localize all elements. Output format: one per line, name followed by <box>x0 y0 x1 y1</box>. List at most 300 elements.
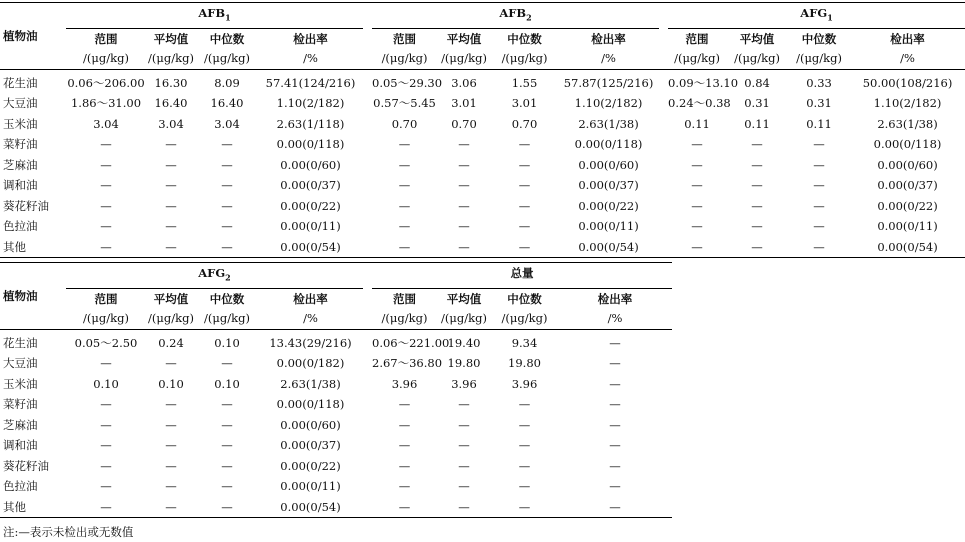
group-title-name: 总量 <box>510 266 534 280</box>
oil-name-cell: 花生油 <box>3 335 38 350</box>
group-gap <box>659 69 668 93</box>
table-cell: — <box>372 497 437 518</box>
group-gap <box>363 155 372 176</box>
column-header <box>258 28 363 69</box>
table-cell: — <box>458 178 470 193</box>
column-header-unit: /(μg/kg) <box>734 50 780 65</box>
table-cell: — <box>165 458 177 473</box>
group-title <box>372 263 672 289</box>
group-gap <box>363 374 372 395</box>
table-cell: — <box>518 458 531 473</box>
table-cell: 2.67～36.80 <box>372 356 443 371</box>
table-cell: — <box>813 137 825 152</box>
table-cell: — <box>518 137 531 152</box>
table-cell: — <box>165 178 177 193</box>
table-cell: — <box>100 198 112 213</box>
group-title <box>66 263 363 289</box>
table-cell: — <box>518 157 531 172</box>
table-cell: 1.10(2/182) <box>276 96 345 111</box>
column-header-row <box>0 28 965 69</box>
row-header-cell: 植物油 <box>0 3 66 70</box>
table-cell: 19.80 <box>508 356 541 371</box>
group-gap <box>659 93 668 114</box>
oil-name-cell: 芝麻油 <box>3 157 38 172</box>
table-cell: — <box>165 438 177 453</box>
table-cell: — <box>100 356 112 371</box>
table-cell: 0.70 <box>451 116 477 131</box>
column-header <box>437 288 491 329</box>
group-gap <box>363 476 372 497</box>
table-row <box>0 69 965 93</box>
table-cell: 0.00(0/37) <box>877 178 938 193</box>
table-cell: — <box>491 497 558 518</box>
table-cell: — <box>609 397 621 412</box>
group-gap <box>363 497 372 518</box>
table-cell: — <box>165 397 177 412</box>
column-header <box>558 288 672 329</box>
table-cell: 0.00(0/182) <box>276 356 345 371</box>
column-header-unit: /% <box>303 310 318 325</box>
column-header-label: 中位数 <box>801 31 837 46</box>
table-cell: — <box>458 219 470 234</box>
table-cell: — <box>691 219 703 234</box>
group-gap <box>659 237 668 258</box>
group-header-row <box>0 3 965 29</box>
oil-name-cell: 葵花籽油 <box>3 458 49 473</box>
table-cell: — <box>221 178 233 193</box>
table-cell: — <box>437 237 491 258</box>
table-cell: 0.00(0/60) <box>280 157 341 172</box>
column-header-label: 平均值 <box>739 31 775 46</box>
group-gap <box>659 196 668 217</box>
table-row <box>0 237 965 258</box>
table-cell: 0.00(0/22) <box>578 198 639 213</box>
table-cell: 0.31 <box>806 96 832 111</box>
table-cell: 0.06～206.00 <box>67 75 145 90</box>
table-cell: 2.63(1/38) <box>877 116 938 131</box>
oil-name-cell: 菜籽油 <box>3 137 38 152</box>
oil-name-cell: 花生油 <box>3 75 38 90</box>
table-cell: — <box>458 479 470 494</box>
table-cell: — <box>165 157 177 172</box>
table-footnote: 注:—表示未检出或无数值 <box>3 525 134 539</box>
group-gap <box>363 263 372 289</box>
table-cell: — <box>165 137 177 152</box>
table-cell: — <box>609 438 621 453</box>
table-cell: 0.11 <box>684 116 710 131</box>
column-header <box>258 288 363 329</box>
group-title-subscript: 1 <box>225 12 231 23</box>
table-cell: — <box>398 219 411 234</box>
table-cell: — <box>813 198 825 213</box>
table-cell: — <box>609 376 621 391</box>
table-cell: — <box>813 157 825 172</box>
column-header-label: 平均值 <box>153 291 189 306</box>
table-cell: — <box>437 497 491 518</box>
table-cell: 16.30 <box>154 75 188 90</box>
column-header-label: 范围 <box>94 31 118 46</box>
column-header-unit: /(μg/kg) <box>381 50 428 65</box>
column-header-unit: /(μg/kg) <box>381 310 428 325</box>
table-cell: 0.70 <box>511 116 538 131</box>
table-cell: — <box>221 198 233 213</box>
table-cell: — <box>372 237 437 258</box>
table-cell: 0.10 <box>214 335 240 350</box>
table-row <box>0 114 965 135</box>
table-cell: — <box>518 417 531 432</box>
table-cell: — <box>609 417 621 432</box>
table-cell: — <box>146 497 196 518</box>
group-title-subscript: 2 <box>526 12 532 23</box>
table-cell: — <box>751 137 763 152</box>
column-header-unit: /(μg/kg) <box>148 310 194 325</box>
column-header-label: 中位数 <box>507 291 542 306</box>
group-title-name: AFG <box>198 266 226 280</box>
table-cell: 0.31 <box>744 96 770 111</box>
group-gap <box>363 216 372 237</box>
table-cell: 0.10 <box>158 376 184 391</box>
table-row <box>0 216 965 237</box>
table-cell: — <box>398 417 411 432</box>
table-cell: — <box>165 356 177 371</box>
table-cell: — <box>165 479 177 494</box>
column-header-label: 检出率 <box>293 31 328 46</box>
table-cell: — <box>751 178 763 193</box>
group-gap <box>363 394 372 415</box>
table-cell: 0.00(0/60) <box>280 417 341 432</box>
column-header-label: 中位数 <box>209 31 245 46</box>
table-row <box>0 134 965 155</box>
group-gap <box>659 134 668 155</box>
column-header-unit: /% <box>303 50 318 65</box>
table-cell: — <box>221 219 233 234</box>
oil-name-cell: 玉米油 <box>3 116 38 131</box>
table-cell: — <box>458 198 470 213</box>
column-header-unit: /(μg/kg) <box>204 310 250 325</box>
table-cell: — <box>788 237 850 258</box>
table-cell: — <box>100 178 112 193</box>
group-title <box>372 3 659 29</box>
group-gap <box>363 3 372 29</box>
table-cell: 0.24 <box>158 335 184 350</box>
table-cell: — <box>221 356 233 371</box>
table-cell: 19.80 <box>447 356 481 371</box>
table-1 <box>0 2 965 258</box>
column-header-label: 范围 <box>393 291 416 306</box>
column-header-unit: /(μg/kg) <box>441 310 487 325</box>
table-cell: 8.09 <box>214 75 240 90</box>
table-cell: — <box>518 479 531 494</box>
column-header-unit: /(μg/kg) <box>441 50 487 65</box>
table-cell: — <box>398 198 411 213</box>
group-gap <box>363 28 372 69</box>
table-cell: — <box>398 397 411 412</box>
table-cell: — <box>221 397 233 412</box>
column-header-label: 检出率 <box>293 291 328 306</box>
group-gap <box>659 216 668 237</box>
column-header-label: 检出率 <box>890 31 925 46</box>
table-cell: — <box>458 458 470 473</box>
table-cell: — <box>691 178 703 193</box>
table-cell: 0.10 <box>214 376 240 391</box>
column-header-label: 平均值 <box>446 291 482 306</box>
oil-name-cell: 调和油 <box>3 438 38 453</box>
table-cell: 0.00(0/118) <box>574 137 643 152</box>
table-cell: 57.87(125/216) <box>563 75 654 90</box>
column-header <box>668 28 726 69</box>
table-cell: — <box>66 497 146 518</box>
table-cell: — <box>458 397 470 412</box>
oil-name-cell: 大豆油 <box>3 96 38 111</box>
table-cell: 0.06～221.00 <box>372 335 450 350</box>
column-header <box>437 28 491 69</box>
table-cell: — <box>751 198 763 213</box>
table-cell: 19.40 <box>447 335 481 350</box>
table-cell: — <box>609 458 621 473</box>
table-cell: 0.00(0/22) <box>280 198 341 213</box>
table-cell: 0.11 <box>744 116 770 131</box>
column-header-unit: /(μg/kg) <box>674 50 720 65</box>
table-row <box>0 175 965 196</box>
table-row <box>0 394 672 415</box>
table-cell: — <box>458 438 470 453</box>
table-cell: — <box>398 458 411 473</box>
table-cell: — <box>458 137 470 152</box>
table-cell: 0.00(0/11) <box>578 219 639 234</box>
table-cell: — <box>609 335 621 350</box>
group-gap <box>659 175 668 196</box>
table-cell: — <box>609 356 621 371</box>
table-cell: — <box>100 137 112 152</box>
table-cell: — <box>691 137 703 152</box>
table-cell: — <box>726 237 788 258</box>
table-cell: — <box>221 458 233 473</box>
group-gap <box>363 353 372 374</box>
table-cell: 0.00(0/54) <box>258 497 363 518</box>
table-cell: — <box>221 157 233 172</box>
oil-name-cell: 调和油 <box>3 178 38 193</box>
table-cell: 3.04 <box>93 116 119 131</box>
group-header-row <box>0 263 672 289</box>
table-cell: 3.96 <box>391 376 418 391</box>
group-gap <box>363 415 372 436</box>
table-row <box>0 374 672 395</box>
table-cell: 0.05～2.50 <box>74 335 138 350</box>
table-cell: 0.00(0/11) <box>280 479 341 494</box>
group-gap <box>363 114 372 135</box>
column-header <box>66 288 146 329</box>
table-row <box>0 155 965 176</box>
table-cell: 3.96 <box>511 376 538 391</box>
table-cell: 0.33 <box>806 75 832 90</box>
group-gap <box>659 28 668 69</box>
table-cell: 0.05～29.30 <box>372 75 443 90</box>
table-cell: 0.57～5.45 <box>373 96 436 111</box>
table-cell: — <box>196 237 258 258</box>
table-cell: — <box>558 497 672 518</box>
group-gap <box>363 175 372 196</box>
table-cell: — <box>100 417 112 432</box>
group-gap <box>363 69 372 93</box>
column-header <box>850 28 965 69</box>
column-header-label: 中位数 <box>507 31 542 46</box>
group-gap <box>363 196 372 217</box>
group-title-name: AFB <box>499 6 527 20</box>
oil-name-cell: 葵花籽油 <box>3 198 49 213</box>
table-cell: — <box>751 219 763 234</box>
table-row <box>0 476 672 497</box>
table-cell: 0.10 <box>93 376 119 391</box>
column-header <box>146 288 196 329</box>
table-row <box>0 329 672 353</box>
group-title-name: AFB <box>198 6 226 20</box>
table-2 <box>0 262 672 518</box>
column-header-label: 中位数 <box>209 291 245 306</box>
column-header-label: 平均值 <box>153 31 189 46</box>
column-header-unit: /(μg/kg) <box>501 310 548 325</box>
group-gap <box>363 329 372 353</box>
table-row <box>0 456 672 477</box>
column-header-unit: /% <box>900 50 915 65</box>
group-gap <box>363 93 372 114</box>
oil-name-cell: 玉米油 <box>3 376 38 391</box>
table-cell: 2.63(1/118) <box>276 116 345 131</box>
table-cell: — <box>518 219 531 234</box>
table-cell: — <box>165 417 177 432</box>
table-cell: — <box>165 198 177 213</box>
table-cell: 50.00(108/216) <box>862 75 953 90</box>
group-gap <box>363 456 372 477</box>
table-cell: 0.70 <box>391 116 418 131</box>
table-cell: — <box>221 417 233 432</box>
table-cell: 0.11 <box>806 116 832 131</box>
table-cell: 0.00(0/22) <box>877 198 938 213</box>
column-header-unit: /(μg/kg) <box>501 50 548 65</box>
table-cell: 0.84 <box>744 75 770 90</box>
table-cell: 0.00(0/54) <box>850 237 965 258</box>
group-title <box>668 3 965 29</box>
column-header <box>196 28 258 69</box>
table-cell: 0.00(0/60) <box>877 157 938 172</box>
group-title-subscript: 1 <box>827 12 833 23</box>
table-cell: — <box>398 438 411 453</box>
table-cell: — <box>398 178 411 193</box>
table-cell: — <box>609 479 621 494</box>
table-cell: — <box>458 157 470 172</box>
table-cell: — <box>813 178 825 193</box>
table-cell: 16.40 <box>154 96 188 111</box>
table-cell: 0.00(0/37) <box>280 438 341 453</box>
column-header-label: 范围 <box>94 291 118 306</box>
table-row <box>0 353 672 374</box>
table-cell: — <box>398 137 411 152</box>
column-header <box>726 28 788 69</box>
group-gap <box>659 155 668 176</box>
group-title <box>66 3 363 29</box>
table-cell: 16.40 <box>210 96 244 111</box>
oil-name-cell: 大豆油 <box>3 356 38 371</box>
table-cell: 2.63(1/38) <box>578 116 639 131</box>
table-cell: — <box>100 479 112 494</box>
table-cell: — <box>518 178 531 193</box>
column-header-unit: /(μg/kg) <box>83 310 129 325</box>
group-gap <box>363 435 372 456</box>
table-cell: 0.00(0/60) <box>578 157 639 172</box>
column-header <box>788 28 850 69</box>
column-header <box>372 28 437 69</box>
table-cell: 0.00(0/118) <box>276 137 345 152</box>
table-cell: — <box>491 237 558 258</box>
table-cell: — <box>398 157 411 172</box>
table-cell: — <box>751 157 763 172</box>
column-header-unit: /(μg/kg) <box>796 50 842 65</box>
table-row <box>0 435 672 456</box>
table-row <box>0 196 965 217</box>
group-gap <box>363 288 372 329</box>
table-cell: — <box>165 219 177 234</box>
table-cell: 3.96 <box>451 376 477 391</box>
group-title-name: AFG <box>800 6 828 20</box>
column-header-unit: /(μg/kg) <box>204 50 250 65</box>
table-cell: — <box>100 397 112 412</box>
group-gap <box>659 114 668 135</box>
column-header <box>491 28 558 69</box>
table-cell: 2.63(1/38) <box>280 376 341 391</box>
column-header-unit: /(μg/kg) <box>148 50 194 65</box>
table-cell: 0.00(0/22) <box>280 458 341 473</box>
table-cell: — <box>66 237 146 258</box>
table-cell: 0.00(0/11) <box>877 219 938 234</box>
table-cell: — <box>221 479 233 494</box>
column-header-unit: /% <box>601 50 616 65</box>
group-gap <box>363 237 372 258</box>
table-cell: 0.00(0/37) <box>578 178 639 193</box>
table-cell: — <box>100 438 112 453</box>
table-cell: 0.00(0/54) <box>258 237 363 258</box>
table-cell: 3.04 <box>214 116 240 131</box>
table-cell: — <box>458 417 470 432</box>
oil-name-cell: 色拉油 <box>3 219 38 234</box>
oil-name-cell: 芝麻油 <box>3 417 38 432</box>
table-cell: 3.01 <box>511 96 538 111</box>
group-title-subscript: 2 <box>225 272 231 283</box>
table-cell: 0.09～13.10 <box>668 75 739 90</box>
table-cell: — <box>518 397 531 412</box>
oil-name-cell: 菜籽油 <box>3 397 38 412</box>
column-header-label: 平均值 <box>446 31 482 46</box>
column-header <box>66 28 146 69</box>
table-cell: 0.00(0/118) <box>276 397 345 412</box>
group-gap <box>659 3 668 29</box>
table-cell: 1.10(2/182) <box>873 96 942 111</box>
table-cell: 9.34 <box>511 335 538 350</box>
column-header-unit: /% <box>607 310 623 325</box>
column-header <box>146 28 196 69</box>
table-cell: 0.00(0/37) <box>280 178 341 193</box>
table-cell: — <box>100 458 112 473</box>
oil-name-cell: 色拉油 <box>3 479 38 494</box>
column-header <box>558 28 659 69</box>
table-cell: 1.10(2/182) <box>574 96 643 111</box>
table-cell: — <box>668 237 726 258</box>
table-row <box>0 415 672 436</box>
table-cell: 0.24～0.38 <box>668 96 731 111</box>
column-header-label: 检出率 <box>591 31 626 46</box>
column-header <box>491 288 558 329</box>
column-header <box>196 288 258 329</box>
table-cell: — <box>146 237 196 258</box>
table-row <box>0 497 672 518</box>
